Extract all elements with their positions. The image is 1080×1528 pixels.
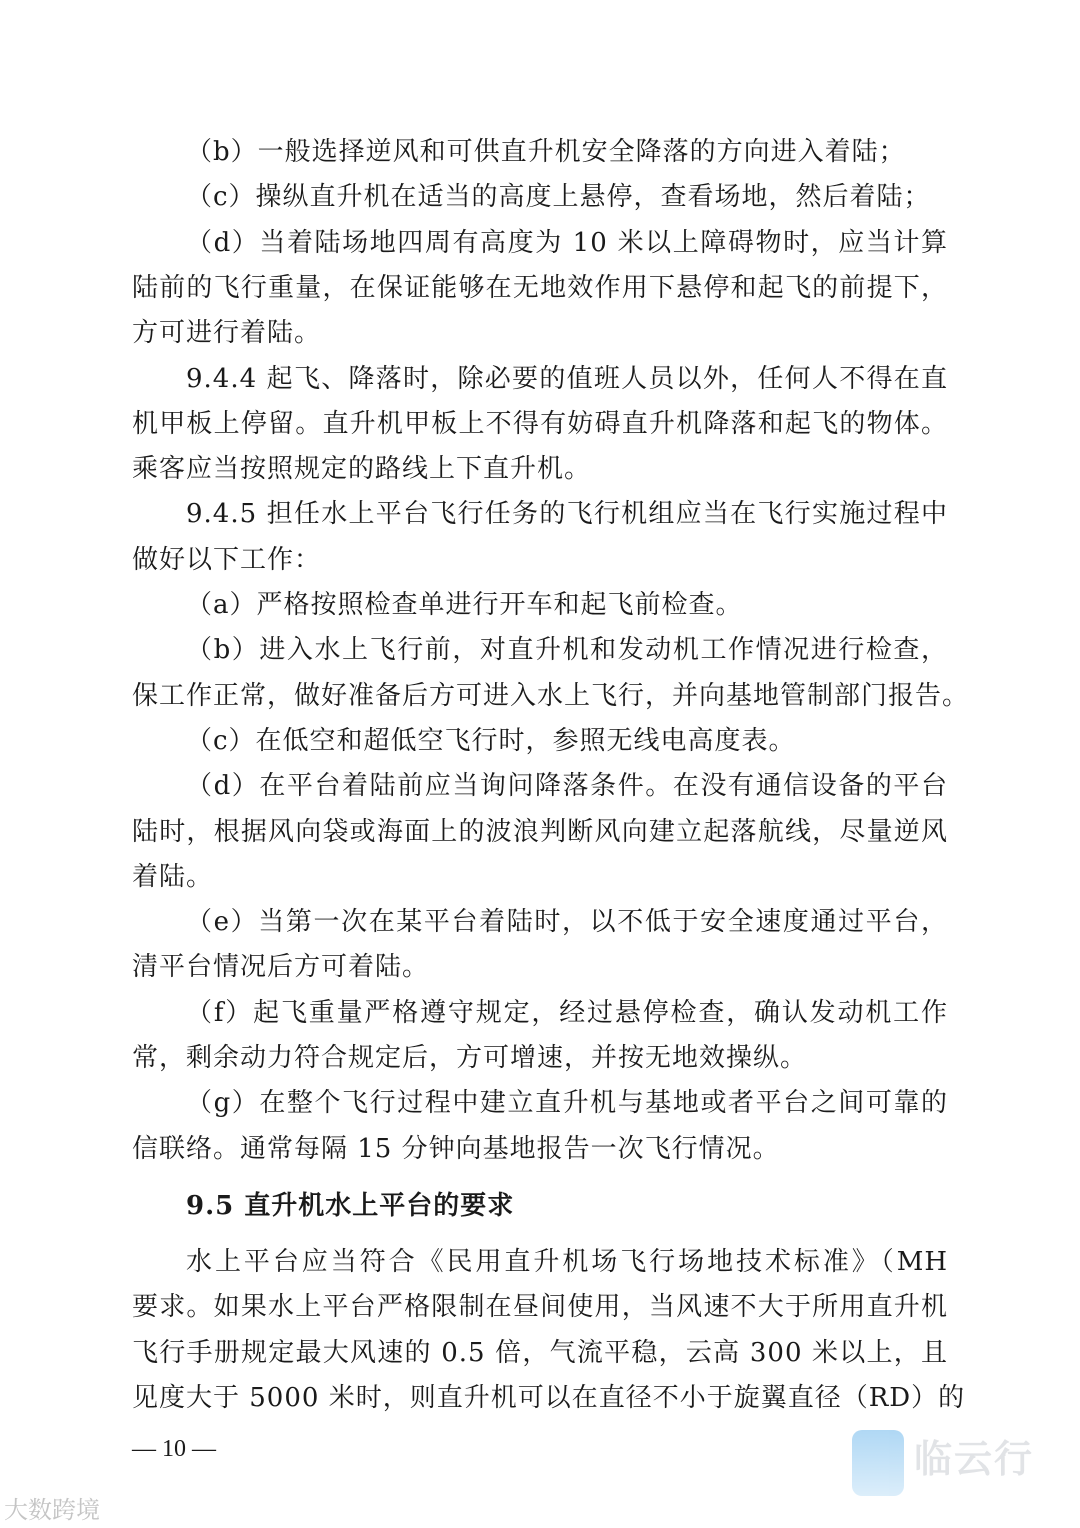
section-heading: 9.5 直升机水上平台的要求 (186, 1191, 515, 1221)
paragraph-line: 方可进行着陆。 (132, 318, 322, 349)
paragraph-line: （b）进入水上飞行前，对直升机和发动机工作情况进行检查， (186, 635, 948, 666)
paragraph-line: （b）一般选择逆风和可供直升机安全降落的方向进入着陆； (186, 137, 906, 167)
paragraph-line: （d）在平台着陆前应当询问降落条件。在没有通信设备的平台 (186, 771, 948, 802)
paragraph-line: 着陆。 (132, 861, 214, 892)
paragraph-line: 9.4.4 起飞、降落时，除必要的值班人员以外，任何人不得在直 (186, 363, 948, 394)
paragraph-line: 做好以下工作： (132, 544, 322, 575)
paragraph-line: （f）起飞重量严格遵守规定，经过悬停检查，确认发动机工作 (186, 997, 948, 1028)
paragraph-line: 乘客应当按照规定的路线上下直升机。 (132, 454, 592, 485)
paragraph-line: 水上平台应当符合《民用直升机场飞行场地技术标准》（MH (186, 1247, 948, 1277)
paragraph-line: 要求。如果水上平台严格限制在昼间使用，当风速不大于所用直升机 (132, 1292, 948, 1323)
paragraph-line: 保工作正常，做好准备后方可进入水上飞行，并向基地管制部门报告。 (132, 680, 970, 711)
paragraph-line: 机甲板上停留。直升机甲板上不得有妨碍直升机降落和起飞的物体。 (132, 408, 948, 439)
paragraph-line: （e）当第一次在某平台着陆时，以不低于安全速度通过平台， (186, 907, 948, 938)
paragraph-line: （g）在整个飞行过程中建立直升机与基地或者平台之间可靠的 (186, 1088, 948, 1119)
paragraph-line: （d）当着陆场地四周有高度为 10 米以上障碍物时，应当计算 (186, 227, 948, 258)
paragraph-line: 9.4.5 担任水上平台飞行任务的飞行机组应当在飞行实施过程中 (186, 499, 948, 530)
paragraph-line: 见度大于 5000 米时，则直升机可以在直径不小于旋翼直径（RD）的 (132, 1382, 966, 1413)
paragraph-line: 清平台情况后方可着陆。 (132, 952, 430, 983)
dashukuajing-watermark: 大数跨境 (4, 1496, 100, 1524)
paragraph-line: 常，剩余动力符合规定后，方可增速，并按无地效操纵。 (132, 1043, 808, 1073)
paragraph-line: 信联络。通常每隔 15 分钟向基地报告一次飞行情况。 (132, 1133, 780, 1164)
page-number: — 10 — (132, 1436, 216, 1462)
paragraph-line: （c）在低空和超低空飞行时，参照无线电高度表。 (186, 725, 796, 756)
linyunxing-watermark (852, 1428, 1042, 1498)
paragraph-line: （a）严格按照检查单进行开车和起飞前检查。 (186, 590, 743, 620)
paragraph-line: 飞行手册规定最大风速的 0.5 倍，气流平稳，云高 300 米以上，且 (132, 1337, 948, 1368)
paragraph-line: 陆前的飞行重量，在保证能够在无地效作用下悬停和起飞的前提下， (132, 272, 948, 303)
paragraph-line: （c）操纵直升机在适当的高度上悬停，查看场地，然后着陆； (186, 182, 931, 213)
watermark-text: 临云行 (914, 1437, 1035, 1481)
airplane-logo-icon (852, 1430, 904, 1496)
paragraph-line: 陆时，根据风向袋或海面上的波浪判断风向建立起落航线，尽量逆风 (132, 816, 948, 847)
